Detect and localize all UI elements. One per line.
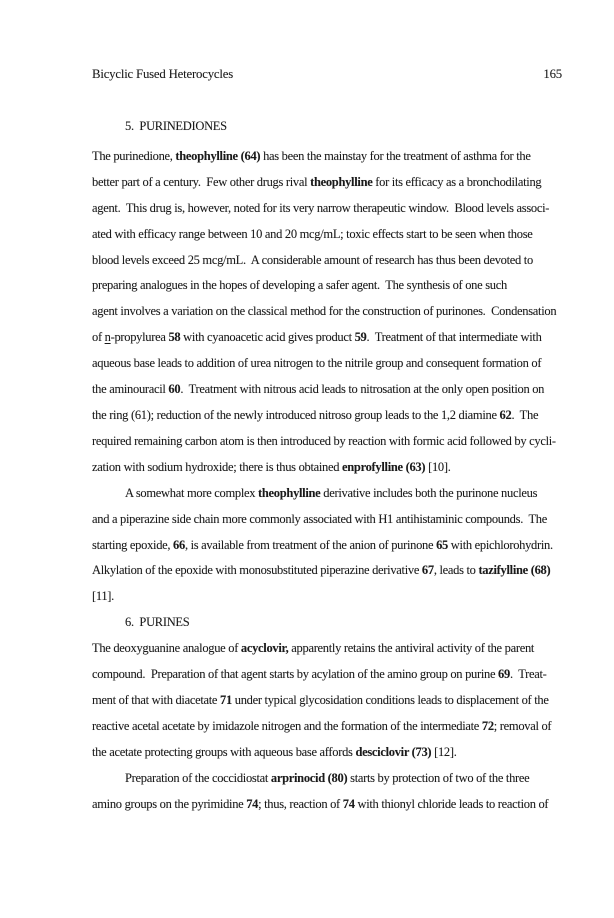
page-body [92,114,608,817]
paragraph [92,636,608,766]
paragraph [92,144,608,481]
text-line: reactive acetal acetate by imidazole nitrogen and the formation of the intermediate 72; removal of [92,718,552,733]
text-line: the acetate protecting groups with aqueous base affords desciclovir (73) [12]. [92,744,457,759]
text-line: zation with sodium hydroxide; there is thus obtained enprofylline (63) [10]. [92,459,451,474]
text-line: starting epoxide, 66, is available from treatment of the anion of purinone 65 with epichlorohydrin. [92,537,553,552]
text-line: better part of a century. Few other drugs rival theophylline for its efficacy as a bronchodilating [92,174,542,189]
text-line: ated with efficacy range between 10 and 20 mcg/mL; toxic effects start to be seen when those [92,226,533,241]
text-line: agent involves a variation on the classical method for the construction of purinones. Condensation [92,304,557,319]
text-line: preparing analogues in the hopes of developing a safer agent. The synthesis of one such [92,278,507,293]
text-line: [11]. [92,589,114,604]
section-heading: 5. PURINEDIONES [125,119,227,133]
paragraph [92,766,608,818]
page-number: 165 [543,67,562,81]
text-line: Preparation of the coccidiostat arprinocid (80) starts by protection of two of the three [125,770,530,785]
section-heading: 6. PURINES [125,615,190,630]
paragraph [92,481,608,611]
text-line: The purinedione, theophylline (64) has been the mainstay for the treatment of asthma for the [92,148,531,163]
text-line: The deoxyguanine analogue of acyclovir, apparently retains the antiviral activity of the parent [92,641,535,656]
text-line: ment of that with diacetate 71 under typical glycosidation conditions leads to displacement of the [92,692,549,707]
text-line: aqueous base leads to addition of urea nitrogen to the nitrile group and consequent formation of [92,356,542,371]
text-line: the aminouracil 60. Treatment with nitrous acid leads to nitrosation at the only open position on [92,382,545,397]
text-line: the ring (61); reduction of the newly introduced nitroso group leads to the 1,2 diamine 62. The [92,407,539,422]
text-line: blood levels exceed 25 mcg/mL. A considerable amount of research has thus been devoted to [92,252,533,267]
text-line: Alkylation of the epoxide with monosubstituted piperazine derivative 67, leads to tazifylline (68) [92,563,551,578]
text-line: and a piperazine side chain more commonly associated with H1 antihistaminic compounds. The [92,511,547,526]
page-header [92,66,562,82]
text-line: amino groups on the pyrimidine 74; thus, reaction of 74 with thionyl chloride leads to reaction of [92,796,549,811]
text-line: of n-propylurea 58 with cyanoacetic acid gives product 59. Treatment of that intermediate with [92,330,542,345]
text-line: compound. Preparation of that agent starts by acylation of the amino group on purine 69. Treat- [92,667,547,682]
text-line: A somewhat more complex theophylline derivative includes both the purinone nucleus [125,485,538,500]
text-line: agent. This drug is, however, noted for its very narrow therapeutic window. Blood levels associ- [92,200,550,215]
running-title: Bicyclic Fused Heterocycles [92,67,234,81]
text-line: required remaining carbon atom is then introduced by reaction with formic acid followed by cycli- [92,433,556,448]
